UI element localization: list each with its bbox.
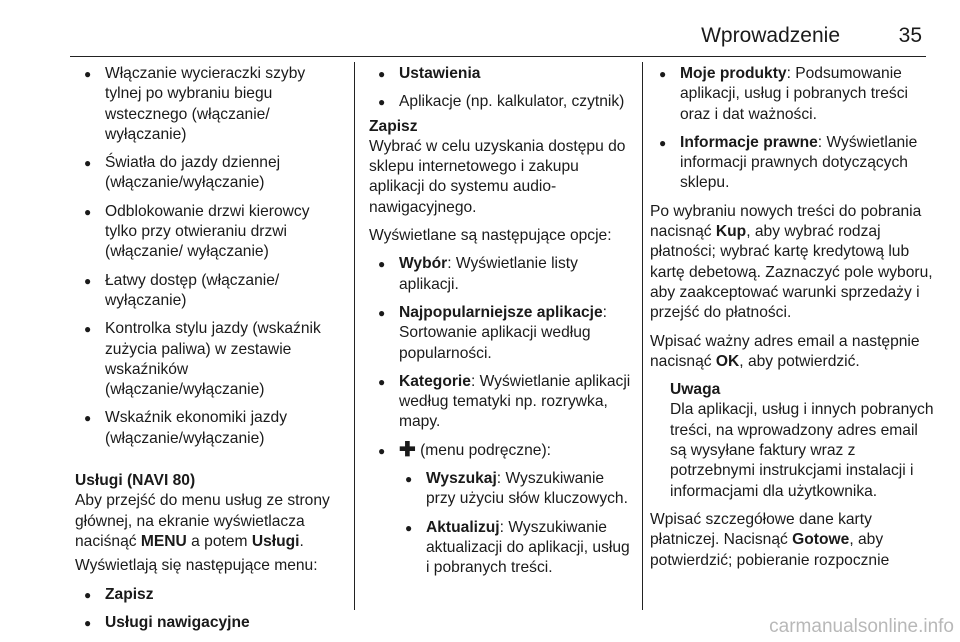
list-item: ● Światła do jazdy dziennej (włączanie/wyłączanie) — [75, 153, 343, 194]
list-item: ● Wybór: Wyświetlanie listy aplikacji. — [369, 254, 635, 295]
paragraph: Po wybraniu nowych treści do pobrania nacisnąć Kup, aby wybrać rodzaj płatności; wybrać kartę kredytową lub kartę debetową. Zaznaczyć pole wyboru, aby zaakceptować warunki sprzedaży i przejść do płatności. — [650, 202, 933, 322]
note-heading: Uwaga — [670, 381, 721, 399]
list-item: ● Zapisz — [75, 585, 343, 605]
list-item: ● Wskaźnik ekonomiki jazdy (włączanie/wyłączanie) — [75, 408, 343, 449]
list-item: ● Aktualizuj: Wyszukiwanie aktualizacji do aplikacji, usług i pobranych treści. — [369, 518, 635, 579]
column-divider — [354, 62, 355, 610]
column-1 — [75, 64, 343, 641]
list-item: ● Kontrolka stylu jazdy (wskaźnik zużycia paliwa) w zestawie wskaźników (włączanie/wyłączanie) — [75, 319, 343, 400]
column-2 — [369, 64, 635, 587]
list-item: ● Ustawienia — [369, 64, 635, 84]
column-3 — [650, 64, 934, 579]
list-item: ● Wyszukaj: Wyszukiwanie przy użyciu słów kluczowych. — [369, 469, 635, 510]
list-item: ● Łatwy dostęp (włączanie/ wyłączanie) — [75, 271, 343, 312]
list-item: ● Moje produkty: Podsumowanie aplikacji, usług i pobranych treści oraz i dat ważności. — [650, 64, 934, 125]
column-divider — [642, 62, 643, 610]
section-body: Usługi (NAVI 80) Aby przejść do menu usług ze strony głównej, na ekranie wyświetlacza naciśnąć MENU a potem Usługi. — [75, 472, 330, 550]
section-body: Zapisz Wybrać w celu uzyskania dostępu do sklepu internetowego i zakupu aplikacji do systemu audio- nawigacyjnego. — [369, 117, 626, 216]
list-item: ● Włączanie wycieraczki szyby tylnej po wybraniu biegu wstecznego (włączanie/ wyłączanie) — [75, 64, 343, 145]
plus-icon: ✚ — [399, 438, 416, 461]
list-item: ● Najpopularniejsze aplikacje: Sortowanie aplikacji według popularności. — [369, 303, 635, 364]
list-item: ● ✚ (menu podręczne): — [369, 441, 635, 461]
paragraph: Wpisać ważny adres email a następnie nacisnąć OK, aby potwierdzić. — [650, 332, 920, 370]
section-heading: Zapisz — [369, 117, 418, 135]
note: Uwaga Dla aplikacji, usług i innych pobranych treści, na wprowadzony adres email są wysyłane faktury wraz z potrzebnymi instrukcjami instalacji i informacjami dla użytkownika. — [670, 381, 934, 500]
paragraph: Wyświetlają się następujące menu: — [75, 557, 318, 575]
paragraph: Wpisać szczegółowe dane karty płatniczej. Nacisnąć Gotowe, aby potwierdzić; pobieranie rozpocznie — [650, 510, 890, 569]
page-header — [0, 0, 960, 58]
page-title: Wprowadzenie — [701, 24, 840, 47]
section-heading: Usługi (NAVI 80) — [75, 472, 196, 490]
list-item: ● Kategorie: Wyświetlanie aplikacji według tematyki np. rozrywka, mapy. — [369, 372, 635, 433]
list-item: ● Usługi nawigacyjne — [75, 613, 343, 633]
header-rule — [70, 56, 926, 57]
paragraph: Wyświetlane są następujące opcje: — [369, 227, 612, 245]
list-item: ● Informacje prawne: Wyświetlanie informacji prawnych dotyczących sklepu. — [650, 133, 934, 194]
watermark: carmanualsonline.info — [769, 616, 954, 637]
list-item: ● Odblokowanie drzwi kierowcy tylko przy otwieraniu drzwi (włączanie/ wyłączanie) — [75, 202, 343, 263]
page-number: 35 — [898, 24, 922, 47]
list-item: ● Aplikacje (np. kalkulator, czytnik) — [369, 92, 635, 112]
